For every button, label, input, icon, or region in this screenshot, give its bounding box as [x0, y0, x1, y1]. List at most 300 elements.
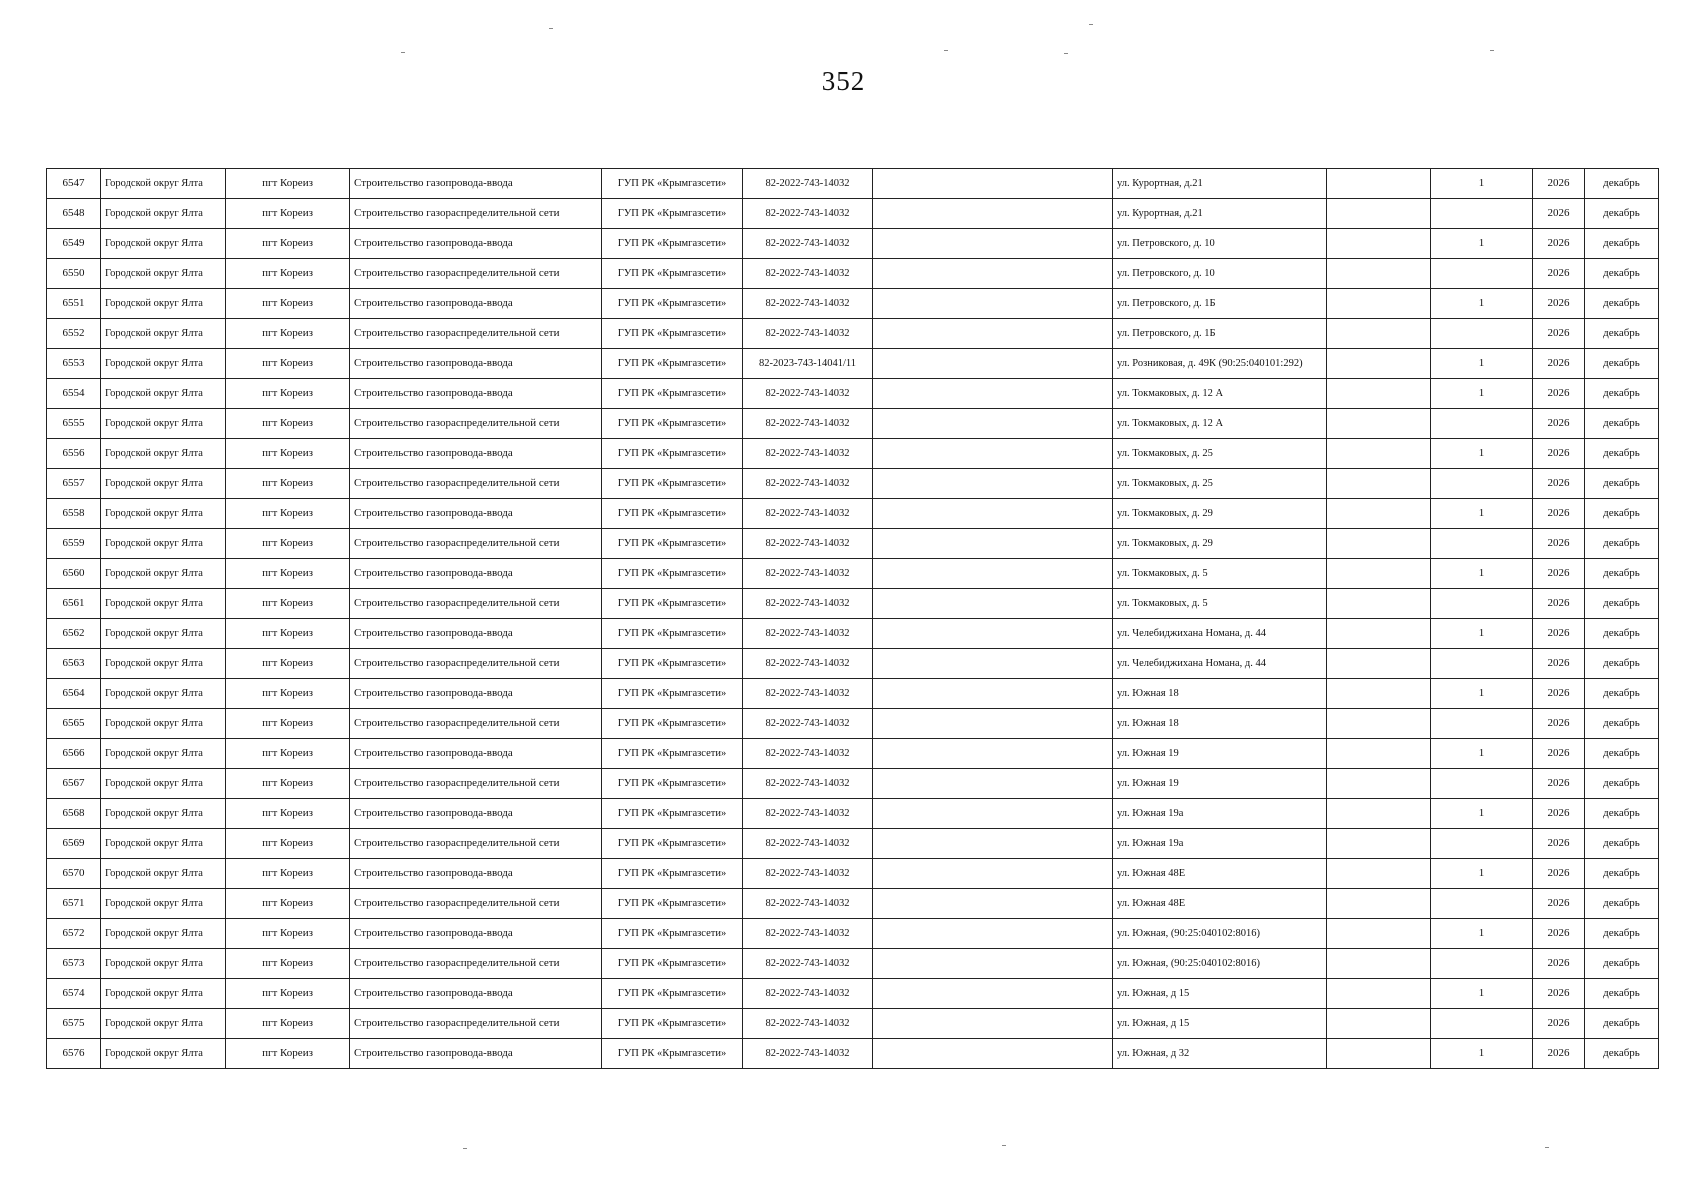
locality-cell: пгт Кореиз	[226, 859, 350, 889]
empty-cell	[1327, 919, 1431, 949]
table-row	[47, 709, 1659, 739]
row-number: 6575	[47, 1009, 101, 1039]
year-cell: 2026	[1533, 259, 1585, 289]
year-cell: 2026	[1533, 529, 1585, 559]
year-cell: 2026	[1533, 979, 1585, 1009]
quantity-cell: 1	[1431, 229, 1533, 259]
empty-cell	[873, 469, 1113, 499]
year-cell: 2026	[1533, 349, 1585, 379]
district-cell: Городской округ Ялта	[101, 379, 226, 409]
month-cell: декабрь	[1585, 199, 1659, 229]
row-number: 6556	[47, 439, 101, 469]
quantity-cell	[1431, 889, 1533, 919]
empty-cell	[873, 589, 1113, 619]
empty-cell	[1327, 739, 1431, 769]
table-row	[47, 529, 1659, 559]
address-cell: ул. Курортная, д.21	[1113, 169, 1327, 199]
work-type-cell: Строительство газопровода-ввода	[350, 439, 602, 469]
address-cell: ул. Токмаковых, д. 25	[1113, 439, 1327, 469]
district-cell: Городской округ Ялта	[101, 199, 226, 229]
quantity-cell	[1431, 949, 1533, 979]
program-code-cell: 82-2022-743-14032	[743, 649, 873, 679]
scan-speck	[1089, 24, 1093, 25]
month-cell: декабрь	[1585, 979, 1659, 1009]
table-row	[47, 229, 1659, 259]
month-cell: декабрь	[1585, 799, 1659, 829]
register-rows	[47, 169, 1659, 1069]
locality-cell: пгт Кореиз	[226, 649, 350, 679]
work-type-cell: Строительство газораспределительной сети	[350, 589, 602, 619]
work-type-cell: Строительство газораспределительной сети	[350, 649, 602, 679]
month-cell: декабрь	[1585, 439, 1659, 469]
year-cell: 2026	[1533, 499, 1585, 529]
empty-cell	[1327, 559, 1431, 589]
quantity-cell: 1	[1431, 919, 1533, 949]
organization-cell: ГУП РК «Крымгазсети»	[602, 619, 743, 649]
organization-cell: ГУП РК «Крымгазсети»	[602, 1009, 743, 1039]
table-row	[47, 349, 1659, 379]
empty-cell	[1327, 469, 1431, 499]
district-cell: Городской округ Ялта	[101, 679, 226, 709]
program-code-cell: 82-2022-743-14032	[743, 979, 873, 1009]
table-row	[47, 769, 1659, 799]
month-cell: декабрь	[1585, 589, 1659, 619]
year-cell: 2026	[1533, 679, 1585, 709]
organization-cell: ГУП РК «Крымгазсети»	[602, 829, 743, 859]
organization-cell: ГУП РК «Крымгазсети»	[602, 289, 743, 319]
district-cell: Городской округ Ялта	[101, 439, 226, 469]
empty-cell	[873, 859, 1113, 889]
program-code-cell: 82-2022-743-14032	[743, 589, 873, 619]
month-cell: декабрь	[1585, 559, 1659, 589]
district-cell: Городской округ Ялта	[101, 859, 226, 889]
locality-cell: пгт Кореиз	[226, 259, 350, 289]
quantity-cell: 1	[1431, 559, 1533, 589]
program-code-cell: 82-2022-743-14032	[743, 709, 873, 739]
locality-cell: пгт Кореиз	[226, 619, 350, 649]
work-type-cell: Строительство газораспределительной сети	[350, 469, 602, 499]
table-row	[47, 649, 1659, 679]
year-cell: 2026	[1533, 709, 1585, 739]
program-code-cell: 82-2022-743-14032	[743, 379, 873, 409]
row-number: 6566	[47, 739, 101, 769]
address-cell: ул. Южная, (90:25:040102:8016)	[1113, 949, 1327, 979]
locality-cell: пгт Кореиз	[226, 919, 350, 949]
year-cell: 2026	[1533, 229, 1585, 259]
empty-cell	[873, 559, 1113, 589]
program-code-cell: 82-2022-743-14032	[743, 1039, 873, 1069]
row-number: 6568	[47, 799, 101, 829]
address-cell: ул. Южная 19а	[1113, 799, 1327, 829]
row-number: 6572	[47, 919, 101, 949]
empty-cell	[1327, 289, 1431, 319]
row-number: 6570	[47, 859, 101, 889]
scan-speck	[1545, 1147, 1549, 1148]
year-cell: 2026	[1533, 1009, 1585, 1039]
locality-cell: пгт Кореиз	[226, 559, 350, 589]
program-code-cell: 82-2022-743-14032	[743, 439, 873, 469]
empty-cell	[1327, 1039, 1431, 1069]
address-cell: ул. Токмаковых, д. 12 А	[1113, 409, 1327, 439]
table-row	[47, 619, 1659, 649]
row-number: 6552	[47, 319, 101, 349]
organization-cell: ГУП РК «Крымгазсети»	[602, 589, 743, 619]
work-type-cell: Строительство газораспределительной сети	[350, 769, 602, 799]
scan-speck	[1002, 1145, 1006, 1146]
district-cell: Городской округ Ялта	[101, 979, 226, 1009]
month-cell: декабрь	[1585, 169, 1659, 199]
address-cell: ул. Розниковая, д. 49К (90:25:040101:292)	[1113, 349, 1327, 379]
month-cell: декабрь	[1585, 379, 1659, 409]
row-number: 6573	[47, 949, 101, 979]
year-cell: 2026	[1533, 619, 1585, 649]
locality-cell: пгт Кореиз	[226, 499, 350, 529]
quantity-cell: 1	[1431, 679, 1533, 709]
year-cell: 2026	[1533, 649, 1585, 679]
empty-cell	[873, 739, 1113, 769]
locality-cell: пгт Кореиз	[226, 1039, 350, 1069]
month-cell: декабрь	[1585, 259, 1659, 289]
empty-cell	[873, 919, 1113, 949]
locality-cell: пгт Кореиз	[226, 799, 350, 829]
empty-cell	[1327, 829, 1431, 859]
program-code-cell: 82-2022-743-14032	[743, 889, 873, 919]
work-type-cell: Строительство газопровода-ввода	[350, 619, 602, 649]
empty-cell	[873, 319, 1113, 349]
address-cell: ул. Токмаковых, д. 5	[1113, 589, 1327, 619]
empty-cell	[1327, 859, 1431, 889]
month-cell: декабрь	[1585, 769, 1659, 799]
empty-cell	[1327, 679, 1431, 709]
district-cell: Городской округ Ялта	[101, 259, 226, 289]
empty-cell	[873, 649, 1113, 679]
month-cell: декабрь	[1585, 289, 1659, 319]
program-code-cell: 82-2022-743-14032	[743, 739, 873, 769]
address-cell: ул. Южная, (90:25:040102:8016)	[1113, 919, 1327, 949]
work-type-cell: Строительство газораспределительной сети	[350, 709, 602, 739]
program-code-cell: 82-2022-743-14032	[743, 409, 873, 439]
empty-cell	[1327, 949, 1431, 979]
district-cell: Городской округ Ялта	[101, 499, 226, 529]
empty-cell	[1327, 409, 1431, 439]
year-cell: 2026	[1533, 319, 1585, 349]
district-cell: Городской округ Ялта	[101, 919, 226, 949]
locality-cell: пгт Кореиз	[226, 379, 350, 409]
district-cell: Городской округ Ялта	[101, 319, 226, 349]
empty-cell	[1327, 709, 1431, 739]
empty-cell	[1327, 349, 1431, 379]
address-cell: ул. Южная 18	[1113, 679, 1327, 709]
table-row	[47, 589, 1659, 619]
address-cell: ул. Челебиджихана Номана, д. 44	[1113, 649, 1327, 679]
month-cell: декабрь	[1585, 949, 1659, 979]
program-code-cell: 82-2022-743-14032	[743, 799, 873, 829]
scan-speck	[1490, 50, 1494, 51]
organization-cell: ГУП РК «Крымгазсети»	[602, 499, 743, 529]
month-cell: декабрь	[1585, 709, 1659, 739]
work-type-cell: Строительство газораспределительной сети	[350, 319, 602, 349]
organization-cell: ГУП РК «Крымгазсети»	[602, 979, 743, 1009]
organization-cell: ГУП РК «Крымгазсети»	[602, 1039, 743, 1069]
table-row	[47, 679, 1659, 709]
table-row	[47, 889, 1659, 919]
quantity-cell: 1	[1431, 439, 1533, 469]
district-cell: Городской округ Ялта	[101, 649, 226, 679]
empty-cell	[873, 679, 1113, 709]
empty-cell	[873, 799, 1113, 829]
district-cell: Городской округ Ялта	[101, 709, 226, 739]
locality-cell: пгт Кореиз	[226, 469, 350, 499]
address-cell: ул. Южная 48Е	[1113, 859, 1327, 889]
row-number: 6551	[47, 289, 101, 319]
organization-cell: ГУП РК «Крымгазсети»	[602, 799, 743, 829]
locality-cell: пгт Кореиз	[226, 409, 350, 439]
empty-cell	[1327, 499, 1431, 529]
organization-cell: ГУП РК «Крымгазсети»	[602, 319, 743, 349]
work-type-cell: Строительство газопровода-ввода	[350, 1039, 602, 1069]
month-cell: декабрь	[1585, 679, 1659, 709]
table-row	[47, 979, 1659, 1009]
work-type-cell: Строительство газопровода-ввода	[350, 979, 602, 1009]
organization-cell: ГУП РК «Крымгазсети»	[602, 889, 743, 919]
program-code-cell: 82-2022-743-14032	[743, 319, 873, 349]
organization-cell: ГУП РК «Крымгазсети»	[602, 469, 743, 499]
year-cell: 2026	[1533, 589, 1585, 619]
page-number: 352	[821, 66, 866, 96]
work-type-cell: Строительство газопровода-ввода	[350, 379, 602, 409]
locality-cell: пгт Кореиз	[226, 199, 350, 229]
scan-speck	[944, 50, 948, 51]
quantity-cell: 1	[1431, 289, 1533, 319]
table-row	[47, 169, 1659, 199]
address-cell: ул. Южная 19	[1113, 769, 1327, 799]
year-cell: 2026	[1533, 289, 1585, 319]
row-number: 6558	[47, 499, 101, 529]
work-type-cell: Строительство газопровода-ввода	[350, 499, 602, 529]
year-cell: 2026	[1533, 949, 1585, 979]
quantity-cell: 1	[1431, 379, 1533, 409]
table-row	[47, 499, 1659, 529]
year-cell: 2026	[1533, 889, 1585, 919]
empty-cell	[873, 409, 1113, 439]
row-number: 6557	[47, 469, 101, 499]
address-cell: ул. Южная 19	[1113, 739, 1327, 769]
month-cell: декабрь	[1585, 469, 1659, 499]
work-type-cell: Строительство газораспределительной сети	[350, 829, 602, 859]
program-code-cell: 82-2022-743-14032	[743, 469, 873, 499]
work-type-cell: Строительство газораспределительной сети	[350, 889, 602, 919]
program-code-cell: 82-2022-743-14032	[743, 859, 873, 889]
organization-cell: ГУП РК «Крымгазсети»	[602, 379, 743, 409]
month-cell: декабрь	[1585, 1009, 1659, 1039]
district-cell: Городской округ Ялта	[101, 1039, 226, 1069]
organization-cell: ГУП РК «Крымгазсети»	[602, 859, 743, 889]
organization-cell: ГУП РК «Крымгазсети»	[602, 199, 743, 229]
work-type-cell: Строительство газораспределительной сети	[350, 199, 602, 229]
quantity-cell: 1	[1431, 979, 1533, 1009]
table-row	[47, 259, 1659, 289]
organization-cell: ГУП РК «Крымгазсети»	[602, 439, 743, 469]
empty-cell	[873, 379, 1113, 409]
quantity-cell	[1431, 319, 1533, 349]
district-cell: Городской округ Ялта	[101, 889, 226, 919]
table-row	[47, 739, 1659, 769]
table-row	[47, 799, 1659, 829]
quantity-cell	[1431, 649, 1533, 679]
quantity-cell	[1431, 829, 1533, 859]
address-cell: ул. Южная 48Е	[1113, 889, 1327, 919]
locality-cell: пгт Кореиз	[226, 949, 350, 979]
organization-cell: ГУП РК «Крымгазсети»	[602, 229, 743, 259]
district-cell: Городской округ Ялта	[101, 289, 226, 319]
address-cell: ул. Токмаковых, д. 5	[1113, 559, 1327, 589]
locality-cell: пгт Кореиз	[226, 739, 350, 769]
address-cell: ул. Токмаковых, д. 29	[1113, 499, 1327, 529]
work-type-cell: Строительство газопровода-ввода	[350, 169, 602, 199]
empty-cell	[873, 439, 1113, 469]
empty-cell	[873, 769, 1113, 799]
work-type-cell: Строительство газораспределительной сети	[350, 949, 602, 979]
year-cell: 2026	[1533, 739, 1585, 769]
quantity-cell	[1431, 1009, 1533, 1039]
year-cell: 2026	[1533, 799, 1585, 829]
district-cell: Городской округ Ялта	[101, 769, 226, 799]
locality-cell: пгт Кореиз	[226, 889, 350, 919]
quantity-cell: 1	[1431, 499, 1533, 529]
empty-cell	[1327, 619, 1431, 649]
locality-cell: пгт Кореиз	[226, 349, 350, 379]
row-number: 6553	[47, 349, 101, 379]
program-code-cell: 82-2022-743-14032	[743, 769, 873, 799]
year-cell: 2026	[1533, 769, 1585, 799]
work-type-cell: Строительство газопровода-ввода	[350, 679, 602, 709]
district-cell: Городской округ Ялта	[101, 1009, 226, 1039]
work-type-cell: Строительство газопровода-ввода	[350, 229, 602, 259]
row-number: 6554	[47, 379, 101, 409]
month-cell: декабрь	[1585, 349, 1659, 379]
locality-cell: пгт Кореиз	[226, 169, 350, 199]
row-number: 6563	[47, 649, 101, 679]
address-cell: ул. Петровского, д. 1Б	[1113, 289, 1327, 319]
table-row	[47, 469, 1659, 499]
table-row	[47, 439, 1659, 469]
year-cell: 2026	[1533, 919, 1585, 949]
empty-cell	[1327, 799, 1431, 829]
quantity-cell: 1	[1431, 859, 1533, 889]
empty-cell	[1327, 529, 1431, 559]
address-cell: ул. Токмаковых, д. 25	[1113, 469, 1327, 499]
program-code-cell: 82-2022-743-14032	[743, 619, 873, 649]
empty-cell	[873, 979, 1113, 1009]
empty-cell	[873, 349, 1113, 379]
month-cell: декабрь	[1585, 739, 1659, 769]
row-number: 6550	[47, 259, 101, 289]
work-type-cell: Строительство газопровода-ввода	[350, 859, 602, 889]
quantity-cell: 1	[1431, 799, 1533, 829]
quantity-cell	[1431, 409, 1533, 439]
locality-cell: пгт Кореиз	[226, 229, 350, 259]
empty-cell	[1327, 649, 1431, 679]
empty-cell	[1327, 979, 1431, 1009]
empty-cell	[873, 169, 1113, 199]
organization-cell: ГУП РК «Крымгазсети»	[602, 559, 743, 589]
scan-speck	[463, 1148, 467, 1149]
quantity-cell	[1431, 769, 1533, 799]
district-cell: Городской округ Ялта	[101, 229, 226, 259]
organization-cell: ГУП РК «Крымгазсети»	[602, 709, 743, 739]
empty-cell	[873, 1009, 1113, 1039]
year-cell: 2026	[1533, 169, 1585, 199]
month-cell: декабрь	[1585, 919, 1659, 949]
work-type-cell: Строительство газопровода-ввода	[350, 799, 602, 829]
work-type-cell: Строительство газораспределительной сети	[350, 259, 602, 289]
address-cell: ул. Южная 18	[1113, 709, 1327, 739]
year-cell: 2026	[1533, 409, 1585, 439]
program-code-cell: 82-2022-743-14032	[743, 679, 873, 709]
row-number: 6549	[47, 229, 101, 259]
address-cell: ул. Петровского, д. 10	[1113, 229, 1327, 259]
month-cell: декабрь	[1585, 499, 1659, 529]
table-row	[47, 559, 1659, 589]
empty-cell	[873, 499, 1113, 529]
address-cell: ул. Токмаковых, д. 12 А	[1113, 379, 1327, 409]
address-cell: ул. Петровского, д. 10	[1113, 259, 1327, 289]
month-cell: декабрь	[1585, 829, 1659, 859]
locality-cell: пгт Кореиз	[226, 1009, 350, 1039]
row-number: 6547	[47, 169, 101, 199]
year-cell: 2026	[1533, 559, 1585, 589]
district-cell: Городской округ Ялта	[101, 589, 226, 619]
month-cell: декабрь	[1585, 1039, 1659, 1069]
row-number: 6555	[47, 409, 101, 439]
organization-cell: ГУП РК «Крымгазсети»	[602, 349, 743, 379]
row-number: 6576	[47, 1039, 101, 1069]
program-code-cell: 82-2022-743-14032	[743, 919, 873, 949]
organization-cell: ГУП РК «Крымгазсети»	[602, 679, 743, 709]
table-row	[47, 199, 1659, 229]
empty-cell	[1327, 169, 1431, 199]
work-type-cell: Строительство газопровода-ввода	[350, 289, 602, 319]
organization-cell: ГУП РК «Крымгазсети»	[602, 949, 743, 979]
organization-cell: ГУП РК «Крымгазсети»	[602, 169, 743, 199]
month-cell: декабрь	[1585, 649, 1659, 679]
district-cell: Городской округ Ялта	[101, 829, 226, 859]
table-row	[47, 1039, 1659, 1069]
empty-cell	[1327, 229, 1431, 259]
program-code-cell: 82-2022-743-14032	[743, 529, 873, 559]
row-number: 6567	[47, 769, 101, 799]
empty-cell	[873, 529, 1113, 559]
program-code-cell: 82-2022-743-14032	[743, 259, 873, 289]
locality-cell: пгт Кореиз	[226, 319, 350, 349]
quantity-cell: 1	[1431, 349, 1533, 379]
organization-cell: ГУП РК «Крымгазсети»	[602, 919, 743, 949]
year-cell: 2026	[1533, 439, 1585, 469]
address-cell: ул. Южная, д 32	[1113, 1039, 1327, 1069]
empty-cell	[1327, 1009, 1431, 1039]
work-type-cell: Строительство газопровода-ввода	[350, 739, 602, 769]
row-number: 6574	[47, 979, 101, 1009]
quantity-cell: 1	[1431, 739, 1533, 769]
work-type-cell: Строительство газопровода-ввода	[350, 559, 602, 589]
work-type-cell: Строительство газопровода-ввода	[350, 349, 602, 379]
program-code-cell: 82-2022-743-14032	[743, 499, 873, 529]
address-cell: ул. Петровского, д. 1Б	[1113, 319, 1327, 349]
organization-cell: ГУП РК «Крымгазсети»	[602, 649, 743, 679]
address-cell: ул. Курортная, д.21	[1113, 199, 1327, 229]
empty-cell	[873, 229, 1113, 259]
work-type-cell: Строительство газораспределительной сети	[350, 409, 602, 439]
